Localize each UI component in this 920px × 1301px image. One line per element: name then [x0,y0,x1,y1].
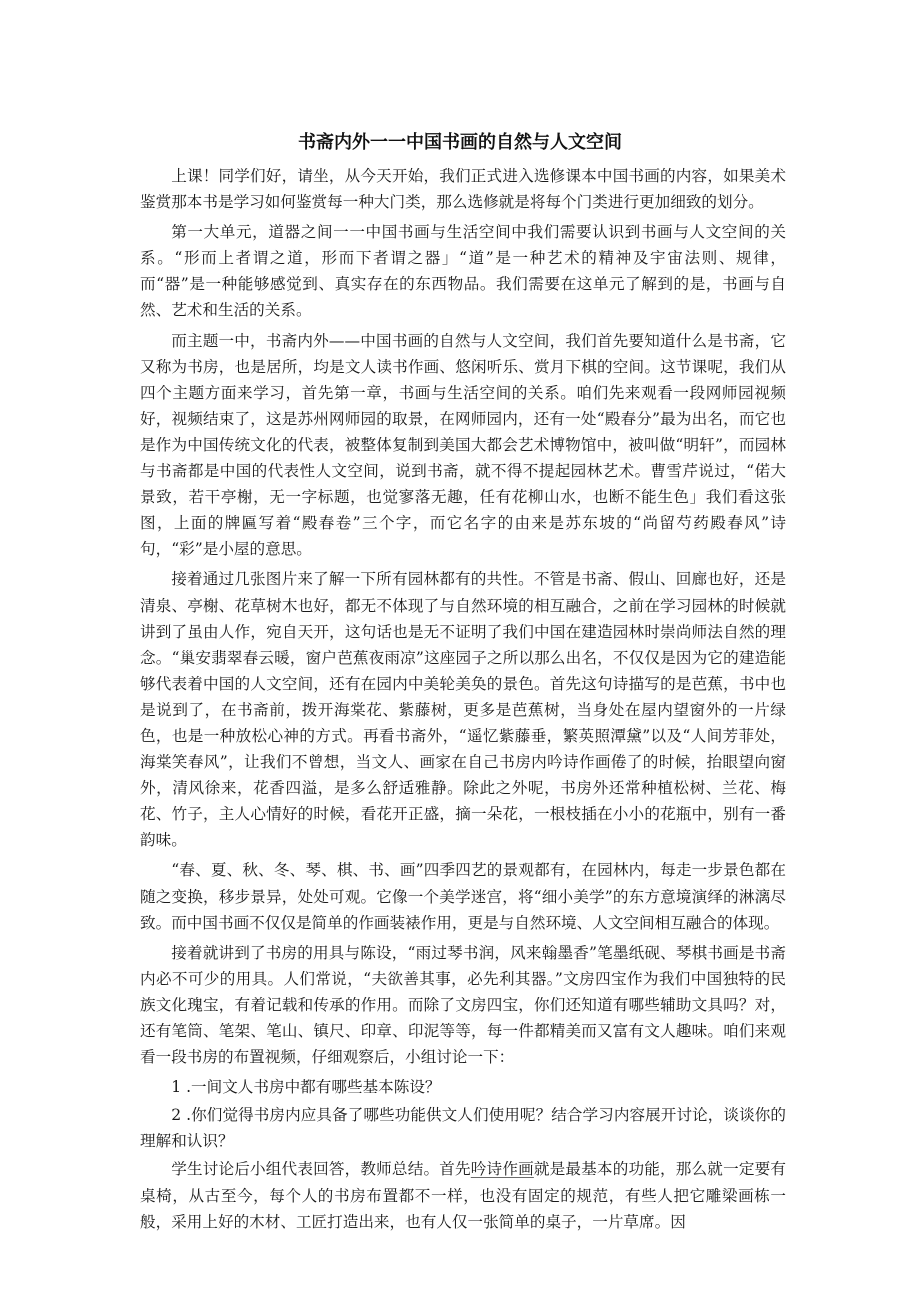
paragraph-garden: 接着通过几张图片来了解一下所有园林都有的共性。不管是书斋、假山、回廊也好，还是清泉、亭榭、花草树木也好，都无不体现了与自然环境的相互融合，之前在学习园林的时候就讲到了虽由人作，宛自天开，这句话也是无不证明了我们中国在建造园林时崇尚师法自然的理念。“巢安翡翠春云暖，窗户芭蕉夜雨凉”这座园子之所以那么出名，不仅仅是因为它的建造能够代表着中国的人文空间，还有在园内中美轮美奂的景色。首先这句诗描写的是芭蕉，书中也是说到了，在书斋前，拨开海棠花、紫藤树，更多是芭蕉树，当身处在屋内望窗外的一片绿色，也是一种放松心神的方式。再看书斋外，“遥忆紫藤垂，繁英照潭黛”以及“人间芳菲处，海棠笑春风”，让我们不曾想，当文人、画家在自己书房内吟诗作画倦了的时候，抬眼望向窗外，清风徐来，花香四溢，是多么舒适雅静。除此之外呢，书房外还常种植松树、兰花、梅花、竹子，主人心情好的时候，看花开正盛，摘一朵花，一根枝插在小小的花瓶中，别有一番韵味。 [140,570,786,850]
paragraph-seasons: “春、夏、秋、冬、琴、棋、书、画”四季四艺的景观都有，在园林内，每走一步景色都在随之变换，移步景异，处处可观。它像一个美学迷宫，将“细小美学”的东方意境演绎的淋漓尽致。而中国书画不仅仅是简单的作画装裱作用，更是与自然环境、人文空间相互融合的体现。 [140,861,786,932]
paragraph-unit-one: 第一大单元，道器之间一一中国书画与生活空间中我们需要认识到书画与人文空间的关系。“形而上者谓之道，形而下者谓之器」“道”是一种艺术的精神及宇宙法则、规律，而“器”是一种能够感觉到、真实存在的东西物品。我们需要在这单元了解到的是，书画与自然、艺术和生活的关系。 [140,223,786,320]
closing-text-before: 学生讨论后小组代表回答，教师总结。首先 [171,1160,471,1179]
discussion-question-2: 2 .你们觉得书房内应具备了哪些功能供文人们使用呢？结合学习内容展开讨论，谈谈你的理解和认识？ [140,1106,786,1151]
discussion-question-1: 1 .一间文人书房中都有哪些基本陈设？ [171,1078,441,1097]
closing-highlight: 吟诗作画 [470,1160,534,1179]
document-body [140,163,786,1239]
closing-text-after: 就是最基本的功能，那么就一定要有桌椅，从古至今，每个人的书房布置都不一样，也没有固定的规范，有些人把它雕梁画栋一般，采用上好的木材、工匠打造出来，也有人仅一张简单的桌子，一片草席。因 [140,1160,786,1231]
paragraph-closing [140,1156,786,1234]
paragraph-study-tools: 接着就讲到了书房的用具与陈设，“雨过琴书润，风来翰墨香”笔墨纸砚、琴棋书画是书斋内必不可少的用具。人们常说，“夫欲善其事，必先利其器。”文房四宝作为我们中国独特的民族文化瑰宝，有着记载和传承的作用。而除了文房四宝，你们还知道有哪些辅助文具吗？对，还有笔筒、笔架、笔山、镇尺、印章、印泥等等，每一件都精美而又富有文人趣味。咱们来观看一段书房的布置视频，仔细观察后，小组讨论一下： [140,943,786,1067]
paragraph-theme-one: 而主题一中，书斋内外——中国书画的自然与人文空间，我们首先要知道什么是书斋，它又称为书房，也是居所，均是文人读书作画、悠闲听乐、赏月下棋的空间。这节课呢，我们从四个主题方面来学习，首先第一章，书画与生活空间的关系。咱们先来观看一段网师园视频好，视频结束了，这是苏州网师园的取景，在网师园内，还有一处“殿春分”最为出名，而它也是作为中国传统文化的代表，被整体复制到美国大都会艺术博物馆中，被叫做“明轩”，而园林与书斋都是中国的代表性人文空间，说到书斋，就不得不提起园林艺术。曹雪芹说过，“偌大景致，若干亭榭，无一字标题，也觉寥落无趣，任有花柳山水，也断不能生色」我们看这张图，上面的牌匾写着“殿春卷”三个字，而它名字的由来是苏东坡的“尚留芍药殿春风”诗句，“彩”是小屋的意思。 [140,331,786,559]
paragraph-intro: 上课！同学们好，请坐，从今天开始，我们正式进入选修课本中国书画的内容，如果美术鉴赏那本书是学习如何鉴赏每一种大门类，那么选修就是将每个门类进行更加细致的划分。 [140,167,786,212]
page-title: 书斋内外一一中国书画的自然与人文空间 [298,132,622,153]
